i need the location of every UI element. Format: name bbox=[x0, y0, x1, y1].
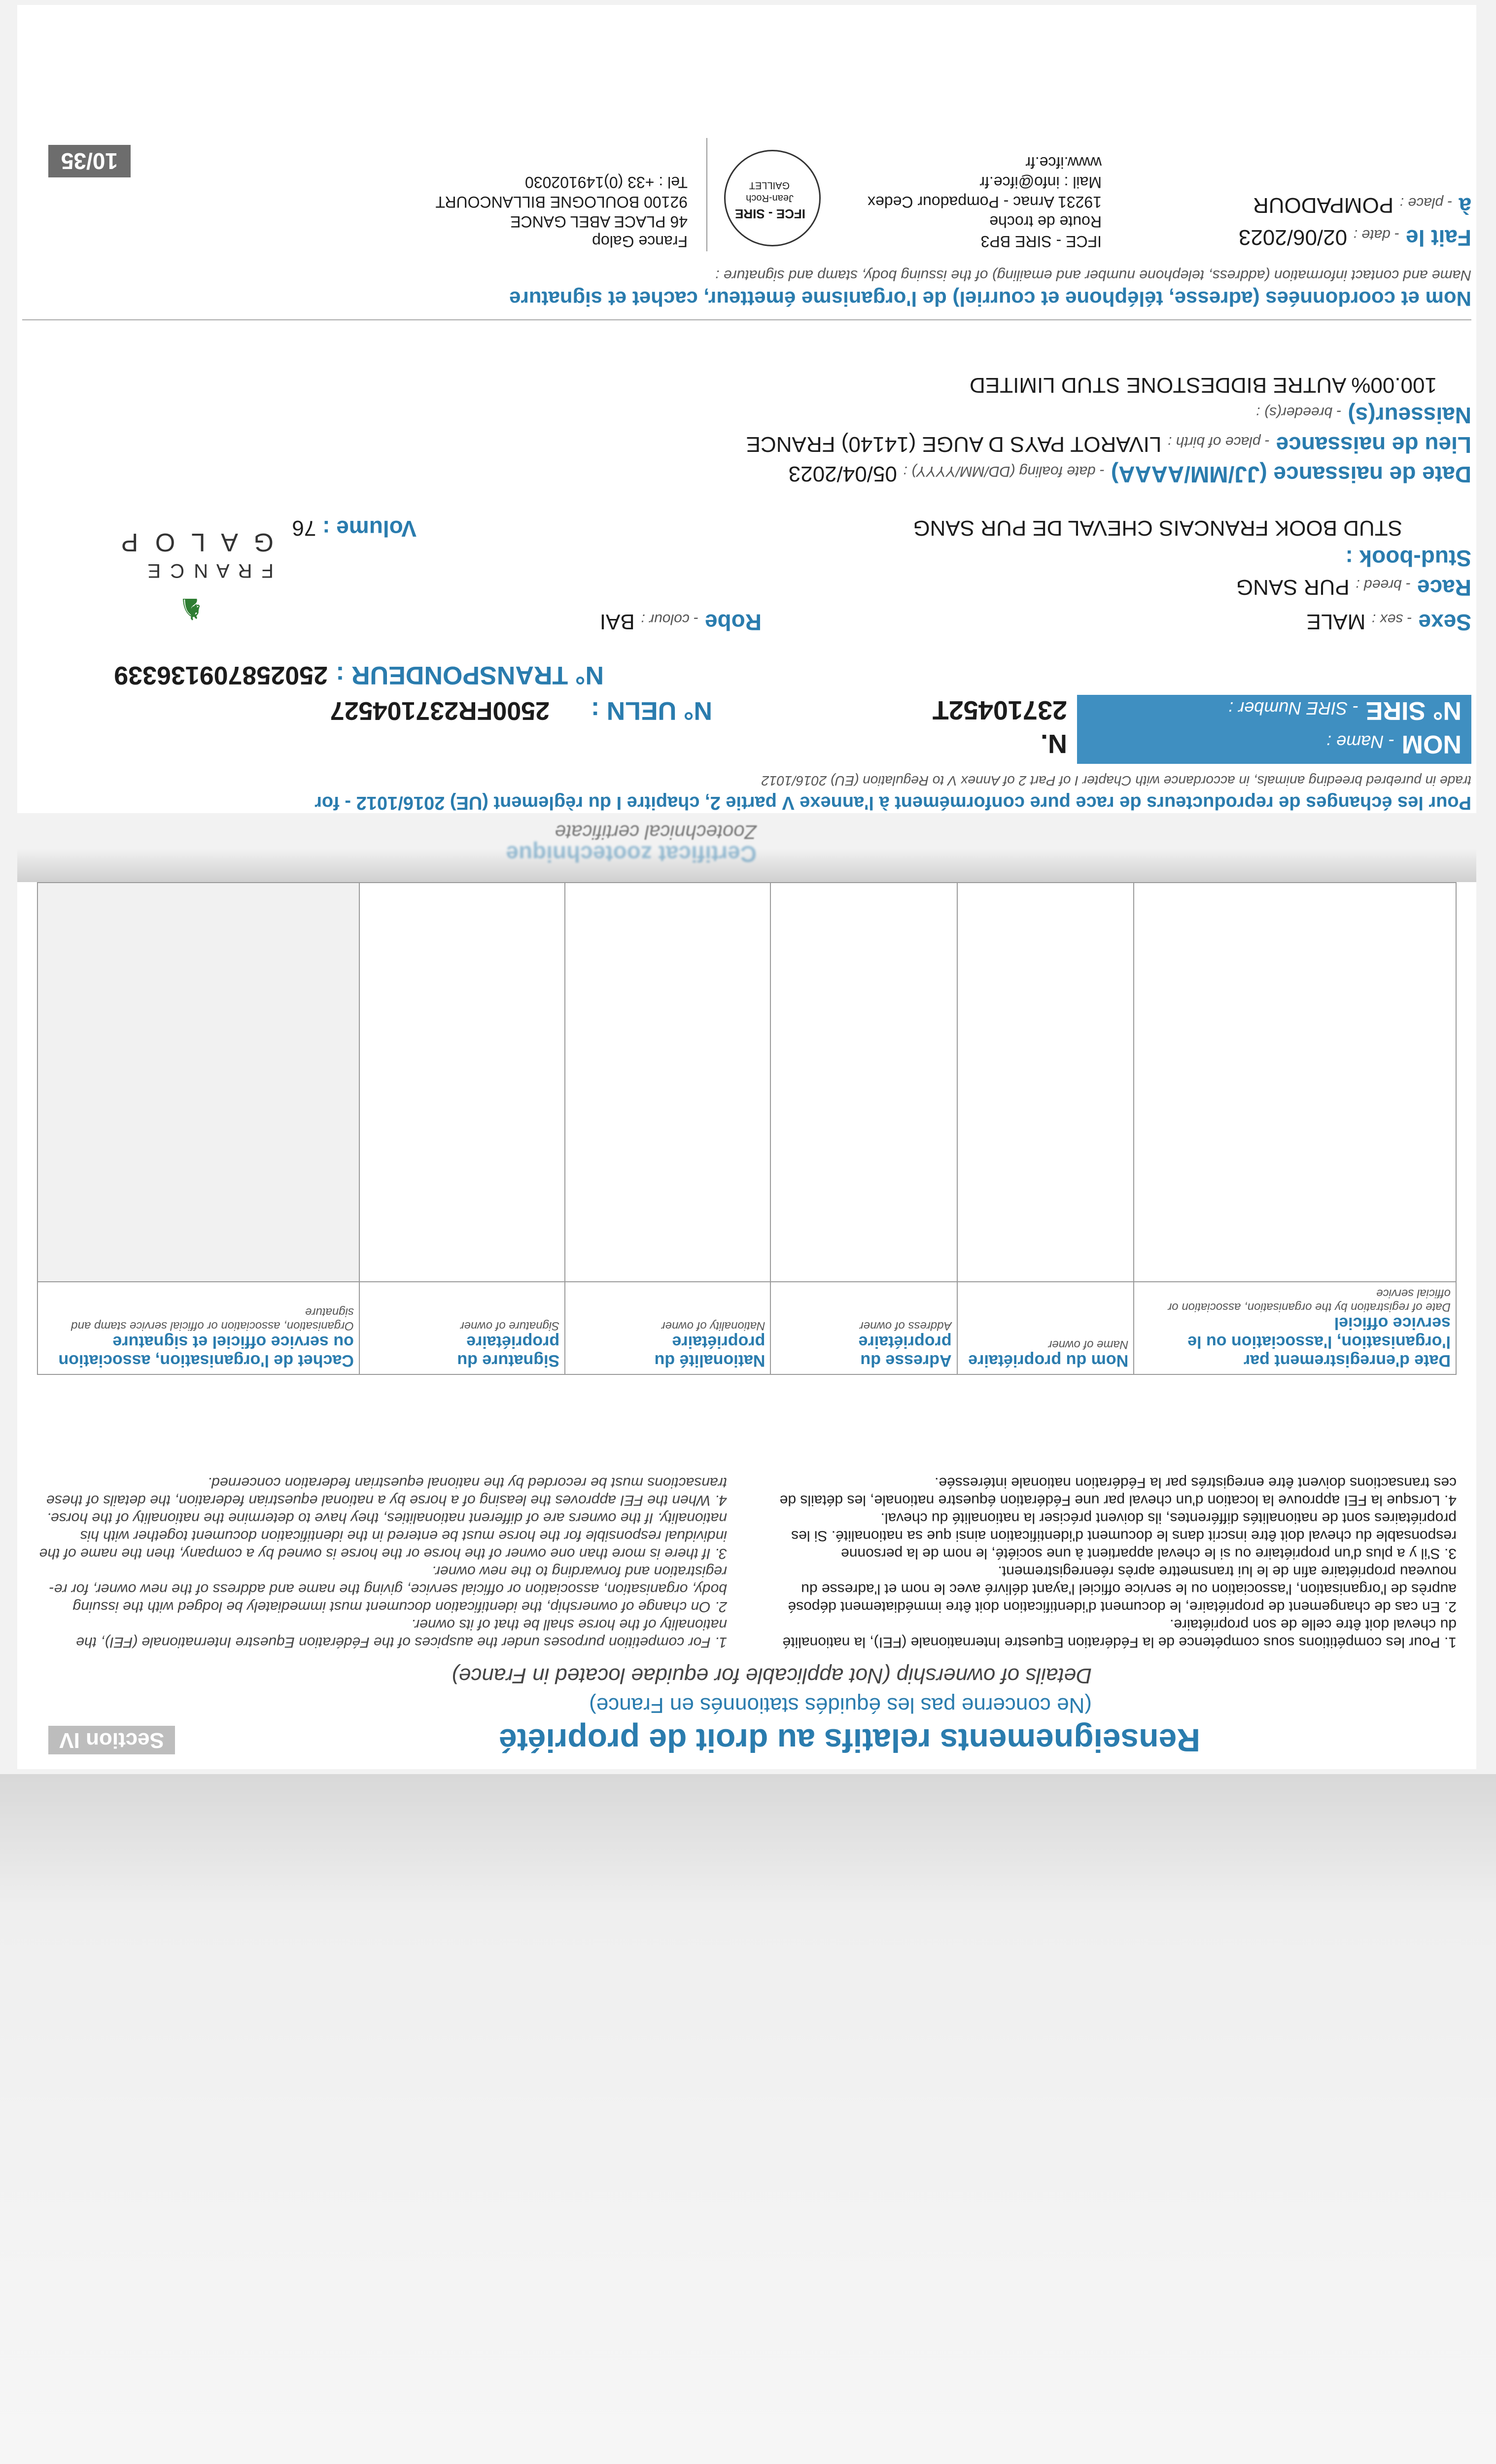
zoo-cert-en: Zootechnical certificate bbox=[555, 821, 757, 843]
date-value: 02/06/2023 bbox=[1238, 225, 1348, 249]
ownership-table bbox=[37, 882, 1457, 1375]
ueln-label: N° UELN : bbox=[591, 696, 712, 725]
transponder-label: N° TRANSPONDEUR : bbox=[336, 661, 604, 689]
col-registration-date: Date d'enregistrement par l'organisation, l'association ou le service officiel Date of registration by the organisation, association or official service bbox=[1134, 1282, 1456, 1374]
colour-value: BAI bbox=[599, 610, 635, 634]
horse-name: N. bbox=[1041, 729, 1067, 758]
volume-value: 76 bbox=[292, 516, 316, 540]
issuer-heading: Nom et coordonnées (adresse, téléphone et courriel) de l'organisme émetteur, cachet et signature bbox=[509, 287, 1471, 310]
breed-field: Race - breed : PUR SANG bbox=[1236, 575, 1471, 601]
ownership-title-en: Details of ownership (Not applicable for equidae located in France) bbox=[452, 1664, 1092, 1688]
date-field: Fait le - date : 02/06/2023 bbox=[1238, 225, 1471, 251]
breeder-value: 100.00% AUTRE BIDDESTONE STUD LIMITED bbox=[970, 373, 1437, 397]
note-en-3: 3. If there is more than one owner of the horse or the horse is owned by a company, then the name of the individual responsible for the horse must be entered in the identification document together with his nationality. If the owners are of different nationalities, they have to determine the nationality of the horse. bbox=[39, 1510, 727, 1562]
ownership-title: Renseignements relatifs au droit de propriété bbox=[499, 1722, 1200, 1759]
birthplace-field: Lieu de naissance - place of birth : LIVAROT PAYS D AUGE (14140) FRANCE bbox=[746, 432, 1471, 458]
transponder-value: 250258709136339 bbox=[114, 661, 328, 689]
brand-france: F R A N C E bbox=[145, 560, 274, 582]
note-fr-4: 4. Lorsque la FEI approuve la location d'un cheval par une Fédération équestre nationale, les détails de ces transactions doivent être enregistrés par la Fédération nationale intéressée. bbox=[779, 1474, 1457, 1508]
name-label: NOM bbox=[1401, 730, 1461, 758]
place-value: POMPADOUR bbox=[1252, 193, 1394, 217]
col-owner-signature: Signature du propriétaire Signature of owner bbox=[359, 1282, 565, 1374]
studbook-field: Stud-book : bbox=[1345, 546, 1471, 571]
place-field: à - place : POMPADOUR bbox=[1252, 193, 1471, 219]
official-stamp: IFCE - SIRE Jean-Roch GAILLET bbox=[724, 150, 821, 246]
france-galop-address: France Galop 46 PLACE ABEL GANCE 92100 BOULOGNE BILLANCOURT Tel : +33 (0)149102030 bbox=[435, 173, 688, 250]
col-owner-name: Nom du propriétaire Name of owner bbox=[957, 1282, 1134, 1374]
col-owner-nationality: Nationalité du propriétaire Nationality of owner bbox=[565, 1282, 770, 1374]
brand-galop: G A L O P bbox=[116, 528, 274, 556]
note-fr-1: 1. Pour les compétitions sous compétence de la Fédération Equestre Internationale (FEI), la nationalité du cheval doit être celle de son propriétaire. bbox=[782, 1616, 1457, 1650]
col-owner-address: Adresse du propriétaire Address of owner bbox=[770, 1282, 957, 1374]
sire-label: N° SIRE bbox=[1365, 696, 1461, 725]
dob-value: 05/04/2023 bbox=[788, 462, 897, 486]
ifce-address: IFCE - SIRE BP3 Route de troche 19231 Arnac - Pompadour Cedex Mail : info@ifce.fr www.ifce.fr bbox=[868, 154, 1102, 250]
breeder-field: Naisseur(s) - breeder(s) : bbox=[1256, 403, 1471, 428]
issuer-heading-en: Name and contact information (address, telephone number and emailing) of the issuing body, stamp and signature : bbox=[715, 267, 1471, 283]
notes-en bbox=[37, 1473, 727, 1651]
divider bbox=[22, 319, 1471, 320]
breed-value: PUR SANG bbox=[1236, 575, 1350, 599]
volume-field: Volume : 76 bbox=[292, 516, 417, 542]
section-label: Section IV bbox=[48, 1726, 175, 1754]
sire-number: 23710452T bbox=[932, 695, 1067, 725]
page-number: 10/35 bbox=[48, 145, 131, 177]
note-fr-3: 3. S'il y a plus d'un propriétaire ou si le cheval appartient à une société, le nom de la personne responsable du cheval doit être inscrit dans le document d'identification ainsi que sa nationalité. Si les propriétaires sont de nationalités différentes, ils doivent préciser la nationalité du cheval. bbox=[791, 1510, 1457, 1562]
horse-logo-icon: ♞ bbox=[178, 592, 205, 625]
studbook-value: STUD BOOK FRANCAIS CHEVAL DE PUR SANG bbox=[913, 516, 1402, 540]
ownership-subtitle: (Ne concerne pas les équidés stationnés en France) bbox=[589, 1693, 1092, 1717]
ownership-table-header bbox=[37, 1282, 1456, 1374]
trade-statement: Pour les échanges de reproducteurs de race pure conformément à l'annexe V partie 2, chapitre I du règlement (UE) 2016/1012 - for bbox=[314, 792, 1471, 813]
zoo-cert-fr: Certificat zootechnique bbox=[506, 841, 757, 867]
note-fr-2: 2. En cas de changement de propriétaire, le document d'identification doit être immédiatement déposé auprès de l'organisation, l'association ou le service officiel l'ayant délivré avec le nom et l'adresse du nouveau propriétaire afin de le lui transmettre après réenregistrement. bbox=[788, 1563, 1457, 1615]
birthplace-value: LIVAROT PAYS D AUGE (14140) FRANCE bbox=[746, 432, 1162, 456]
ownership-table-row bbox=[37, 883, 1456, 1282]
notes-fr bbox=[766, 1473, 1457, 1651]
note-en-1: 1. For competition purposes under the auspices of the Fédération Equestre Internationale (FEI), the nationality of the horse shall be that of its owner. bbox=[76, 1616, 727, 1650]
colour-field: Robe - colour : BAI bbox=[599, 610, 762, 635]
ownership-page bbox=[17, 882, 1476, 1769]
ueln-value: 2500FR237104527 bbox=[330, 696, 550, 725]
name-sire-band: NOM - Name : N° SIRE - SIRE Number : bbox=[1077, 695, 1471, 764]
dob-field: Date de naissance (JJ/MM/AAAA) - date foaling (DD/MM/YYYY) : 05/04/2023 bbox=[788, 462, 1471, 487]
scanner-background bbox=[0, 1774, 1496, 2464]
certificate-page bbox=[17, 5, 1476, 813]
note-en-2: 2. On change of ownership, the identification document must immediately be lodged with the issuing body, organisation, association or official service, giving the name and address of the new owner, for re-registration and forwarding to the new owner. bbox=[49, 1563, 727, 1615]
col-official-stamp: Cachet de l'organisation, association ou service officiel et signature Organisation, association or official service stamp and signature bbox=[37, 1282, 359, 1374]
trade-statement-en: trade in purebred breeding animals, in accordance with Chapter I of Part 2 of Annex V to Regulation (EU) 2016/1012 bbox=[761, 773, 1471, 788]
note-en-4: 4. When the FEI approves the leasing of a horse by a national equestrian federation, the details of these transactions must be recorded by the national equestrian federation concerned. bbox=[46, 1474, 727, 1508]
sex-value: MALE bbox=[1306, 610, 1366, 634]
sex-field: Sexe - sex : MALE bbox=[1306, 610, 1471, 635]
